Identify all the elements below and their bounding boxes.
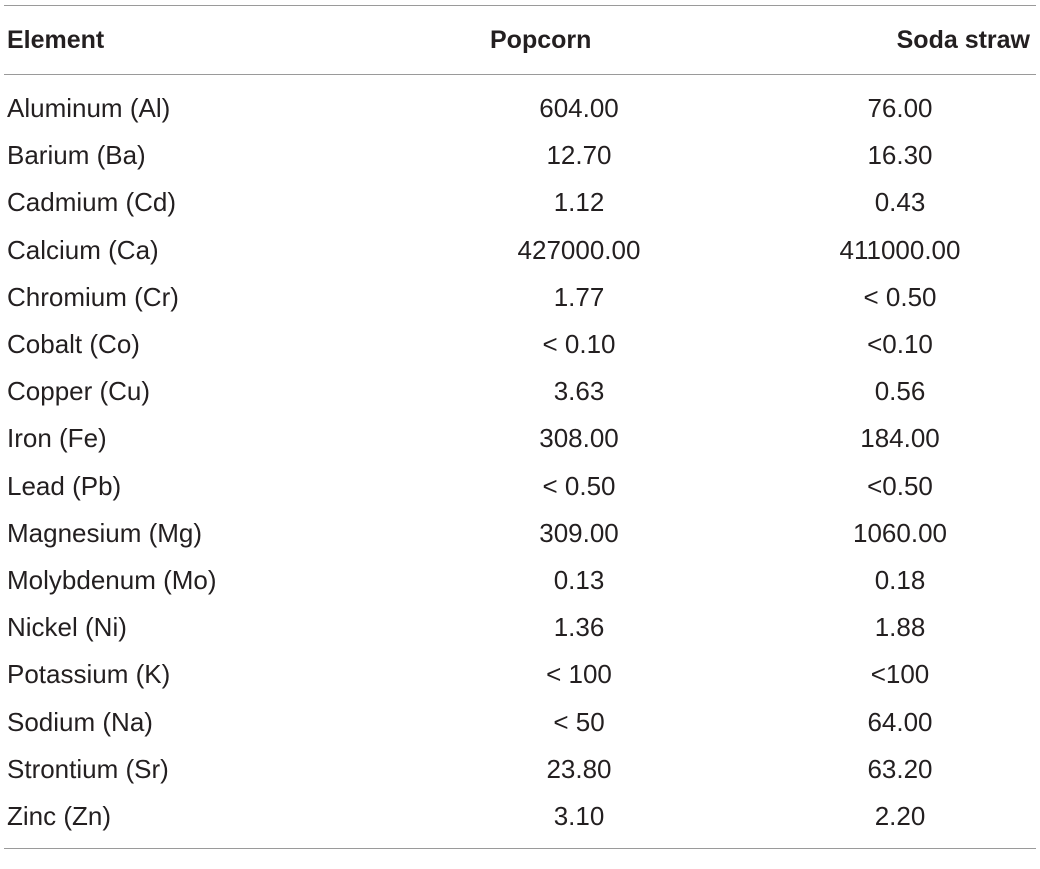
cell-popcorn: 427000.00 [517, 234, 641, 265]
table-row [4, 227, 1036, 274]
cell-popcorn: 12.70 [546, 140, 612, 171]
cell-popcorn: < 50 [553, 706, 605, 737]
header-popcorn: Popcorn [490, 25, 592, 54]
cell-element: Cadmium (Cd) [7, 187, 177, 218]
cell-popcorn: < 0.10 [542, 329, 616, 360]
cell-soda-straw: <0.50 [867, 470, 933, 501]
cell-popcorn: 309.00 [539, 517, 619, 548]
header-row [4, 6, 1036, 74]
element-concentration-table [4, 5, 1036, 849]
table-row [4, 75, 1036, 132]
cell-soda-straw: 1.88 [874, 612, 926, 643]
cell-popcorn: 1.36 [553, 612, 605, 643]
cell-soda-straw: 16.30 [867, 140, 933, 171]
cell-soda-straw: 64.00 [867, 706, 933, 737]
cell-element: Magnesium (Mg) [7, 517, 203, 548]
cell-element: Copper (Cu) [7, 376, 151, 407]
cell-element: Aluminum (Al) [7, 93, 171, 124]
cell-popcorn: < 100 [546, 659, 612, 690]
cell-element: Cobalt (Co) [7, 329, 140, 360]
cell-element: Chromium (Cr) [7, 281, 179, 312]
cell-element: Nickel (Ni) [7, 612, 127, 643]
table-row [4, 274, 1036, 321]
cell-soda-straw: 411000.00 [839, 234, 961, 265]
table-row [4, 321, 1036, 368]
table-row [4, 651, 1036, 698]
cell-soda-straw: <100 [870, 659, 930, 690]
cell-soda-straw: 0.56 [874, 376, 926, 407]
cell-popcorn: 1.77 [553, 281, 605, 312]
table-row [4, 179, 1036, 226]
cell-popcorn: 3.10 [553, 800, 605, 831]
table-row [4, 698, 1036, 745]
cell-popcorn: 23.80 [546, 753, 612, 784]
cell-popcorn: 308.00 [539, 423, 619, 454]
cell-element: Iron (Fe) [7, 423, 107, 454]
table-row [4, 793, 1036, 840]
cell-element: Lead (Pb) [7, 470, 122, 501]
cell-soda-straw: 76.00 [867, 93, 933, 124]
table-bottom-rule [4, 848, 1036, 849]
table-row [4, 510, 1036, 557]
header-soda-straw: Soda straw [896, 25, 1030, 54]
cell-popcorn: 3.63 [553, 376, 605, 407]
table-row [4, 415, 1036, 462]
cell-soda-straw: 2.20 [874, 800, 926, 831]
table-row [4, 557, 1036, 604]
cell-element: Barium (Ba) [7, 140, 146, 171]
cell-popcorn: < 0.50 [542, 470, 616, 501]
cell-soda-straw: < 0.50 [863, 281, 937, 312]
cell-element: Potassium (K) [7, 659, 171, 690]
cell-soda-straw: <0.10 [867, 329, 933, 360]
cell-soda-straw: 184.00 [860, 423, 940, 454]
table-row [4, 132, 1036, 179]
cell-soda-straw: 0.18 [874, 564, 926, 595]
cell-soda-straw: 63.20 [867, 753, 933, 784]
table-row [4, 604, 1036, 651]
cell-soda-straw: 1060.00 [853, 517, 947, 548]
cell-element: Calcium (Ca) [7, 234, 159, 265]
header-element: Element [7, 25, 105, 54]
cell-element: Zinc (Zn) [7, 800, 111, 831]
table-body [4, 75, 1036, 840]
data-table [4, 6, 1036, 74]
cell-element: Sodium (Na) [7, 706, 153, 737]
table-row [4, 368, 1036, 415]
cell-popcorn: 0.13 [553, 564, 605, 595]
cell-soda-straw: 0.43 [874, 187, 926, 218]
cell-element: Molybdenum (Mo) [7, 564, 217, 595]
cell-popcorn: 1.12 [553, 187, 605, 218]
cell-element: Strontium (Sr) [7, 753, 169, 784]
table-row [4, 746, 1036, 793]
table-row [4, 463, 1036, 510]
data-table-body [4, 75, 1036, 840]
cell-popcorn: 604.00 [539, 93, 619, 124]
table-header [4, 6, 1036, 74]
